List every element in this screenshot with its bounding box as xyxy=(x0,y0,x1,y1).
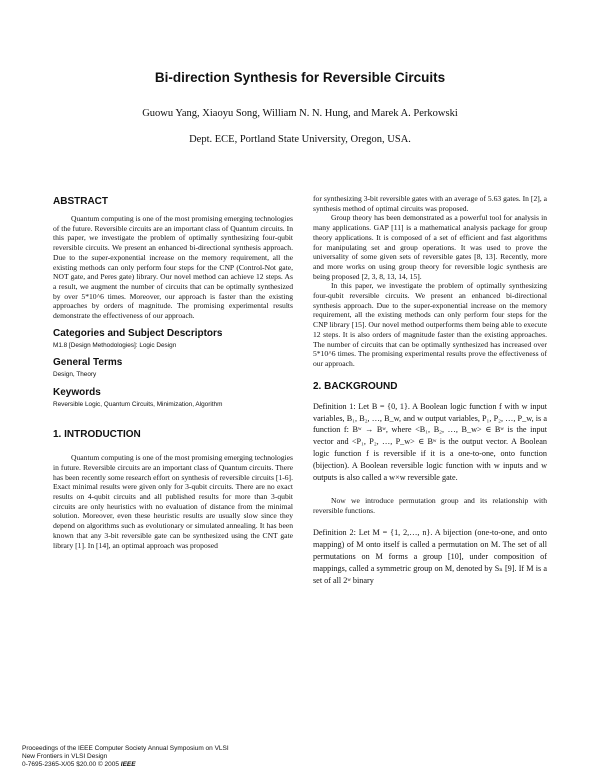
definition-2: Definition 2: Let M = {1, 2,…, n}. A bijection (one-to-one, and onto mapping) of M onto itself is called a permutation on M. The set of all permutations on M forms a group [10], under composition of mappings, called a symmetric group on M, denoted by Sₙ [9]. If M is a set of all 2ʷ binary xyxy=(313,528,547,586)
paper-contribution-paragraph: In this paper, we investigate the problem of optimally synthesizing four-qubit reversible circuits. We present an enhanced bi-directional synthesis approach. Due to the super-exponential increase on the memory requirement, all the existing methods can only perform four steps for the CNP library [15]. Our novel method outperforms them being able to execute 12 steps. It is also orders of magnitude faster than the existing approaches. The number of circuits that can be optimally synthesized has increased over 5*10^6 times. The promising experimental results prove the effectiveness of our approach. xyxy=(313,281,547,368)
affiliation: Dept. ECE, Portland State University, Oregon, USA. xyxy=(189,134,411,145)
footer-line-2: New Frontiers in VLSI Design xyxy=(22,753,108,761)
proceedings-footer xyxy=(22,745,229,770)
ieee-logo: IEEE xyxy=(120,761,136,769)
abstract-heading: ABSTRACT xyxy=(53,196,108,207)
footer-copyright: 0-7695-2365-X/05 $20.00 © 2005 xyxy=(22,761,119,769)
introduction-text: Quantum computing is one of the most promising emerging technologies in future. Reversible circuits are an important class of Quantum circuits. There has been recently some research effort on synthesis of reversible circuits [1-6]. Exact minimal results were given only for 3-qubit circuits. There are no exact results on 4-qubit circuits and all published results for more than 3-qubit circuits are only heuristics with no evaluation of distance from the minimal solution. Moreover, even these heuristic results are usually slow since they depend on algorithms such as evolutionary or simulated annealing. It has been known that any 3-bit reversible gate can be synthesized using the CNT gate library [1]. In [14], an optimal approach was proposed xyxy=(53,453,293,550)
background-heading: 2. BACKGROUND xyxy=(313,380,398,392)
introduction-heading: 1. INTRODUCTION xyxy=(53,429,141,441)
paper-title: Bi-direction Synthesis for Reversible Circuits xyxy=(154,70,446,85)
footer-line-1: Proceedings of the IEEE Computer Society Annual Symposium on VLSI xyxy=(22,745,229,752)
general-terms-heading: General Terms xyxy=(53,357,123,369)
permutation-intro: Now we introduce permutation group and its relationship with reversible functions. xyxy=(313,496,547,515)
abstract-text: Quantum computing is one of the most promising emerging technologies of the future. Reversible circuits are an important class of Quantum circuits. In this paper, we investigate the problem of optimally synthesizing four-qubit reversible circuits. We present an enhanced bi-directional synthesis approach. Due to the super-exponential increase on the memory requirement, all the existing methods can only perform four steps for the CNP (Control-Not gate, NOT gate, and Peres gate) library. Our novel method can achieve 12 steps. As a result, we augment the number of circuits that can be optimally synthesized by over 5*10^6 times. Moreover, our approach is faster than the existing approaches by orders of magnitude. The promising experimental results demonstrate the effectiveness of our approach. xyxy=(53,214,293,321)
categories-text: M1.8 [Design Methodologies]: Logic Design xyxy=(53,341,177,349)
definition-1: Definition 1: Let B = {0, 1}. A Boolean logic function f with w input variables, B₁, B₂, …, B_w, and w output variables, P₁, P₂, …, P_w, is a function f: Bʷ → Bʷ, where <B₁, B₂, …, B_w> ∈ Bʷ is the input vector and <P₁, P₂, …, P_w> ∈ Bʷ is the output vector. A Boolean logic function f is reversible if it is a one-to-one, onto function (bijection). A Boolean reversible logic function with w inputs and w outputs is also called a w×w reversible gate. xyxy=(313,401,547,483)
keywords-text: Reversible Logic, Quantum Circuits, Minimization, Algorithm xyxy=(53,400,223,408)
intro-continued-text: for synthesizing 3-bit reversible gates with an average of 5.63 gates. In [2], a synthesis method of optimal circuits was proposed. xyxy=(313,194,547,213)
keywords-heading: Keywords xyxy=(53,386,101,398)
categories-heading: Categories and Subject Descriptors xyxy=(53,327,223,339)
group-theory-paragraph: Group theory has been demonstrated as a powerful tool for analysis in many applications. GAP [11] is a mathematical analysis package for group theory applications. It is composed of a set of efficient and fast algorithms for manipulating set and group operations. It was used to prove the universality of some given sets of reversible gates [8, 13]. Recently, more and more works on using group theory for reversible logic synthesis are being proposed [2, 3, 8, 13, 14, 15]. xyxy=(313,213,547,281)
general-terms-text: Design, Theory xyxy=(53,371,97,379)
author-list: Guowu Yang, Xiaoyu Song, William N. N. Hung, and Marek A. Perkowski xyxy=(142,108,458,119)
right-column xyxy=(313,194,547,587)
footer-line-3 xyxy=(22,761,229,769)
left-column xyxy=(53,196,293,550)
